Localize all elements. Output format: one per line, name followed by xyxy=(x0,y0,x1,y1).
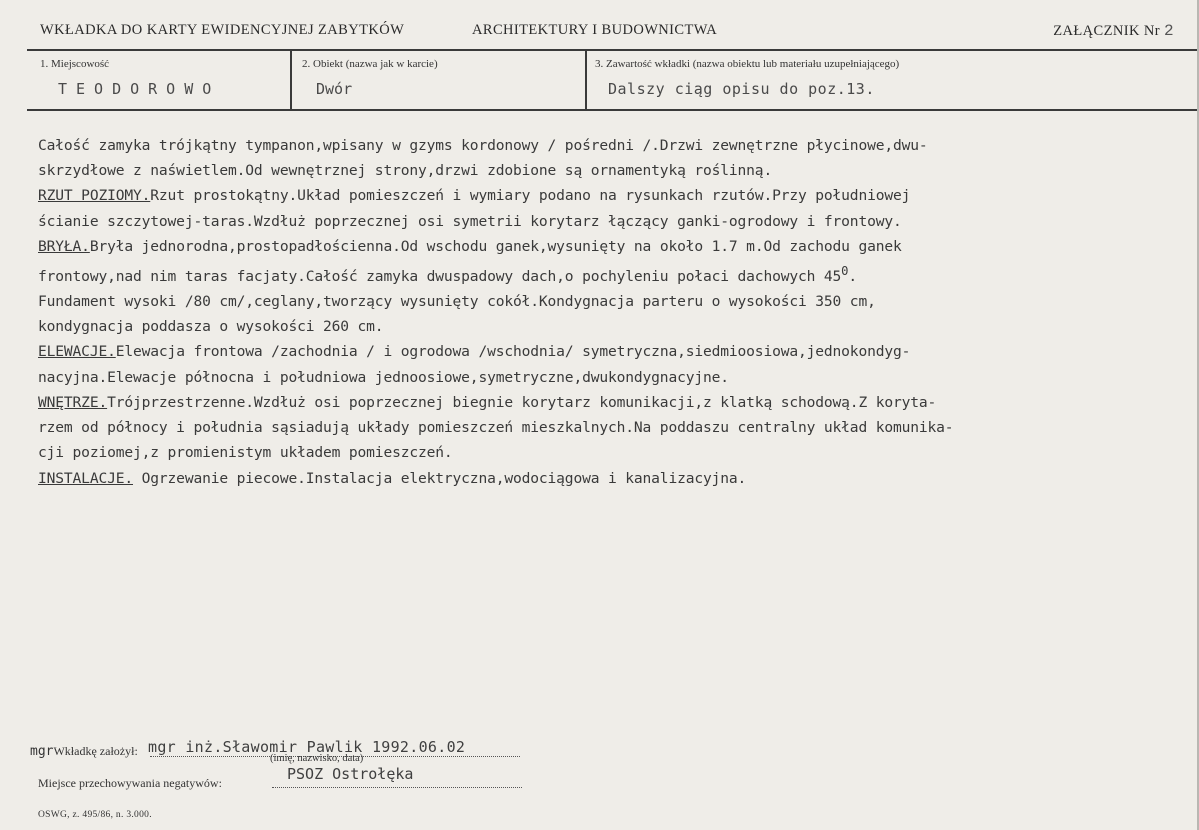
body-line: skrzydłowe z naświetlem.Od wewnętrznej strony,drzwi zdobione są ornamentyką roślinną. xyxy=(38,162,773,180)
body-line: INSTALACJE. Ogrzewanie piecowe.Instalacja elektryczna,wodociągowa i kanalizacyjna. xyxy=(38,469,747,487)
body-line: ELEWACJE.Elewacja frontowa /zachodnia / i ogrodowa /wschodnia/ symetryczna,siedmioosiowa,jednokondyg- xyxy=(38,343,911,361)
section-heading: BRYŁA. xyxy=(38,237,90,255)
body-line: kondygnacja poddasza o wysokości 260 cm. xyxy=(38,318,384,336)
body-line: nacyjna.Elewacje północna i południowa jednoosiowe,symetryczne,dwukondygnacyjne. xyxy=(38,368,729,386)
storage-value: PSOZ Ostrołęka xyxy=(287,765,414,783)
body-line: BRYŁA.Bryła jednorodna,prostopadłościenna.Od wschodu ganek,wysunięty na około 1.7 m.Od zachodu ganek xyxy=(38,237,902,255)
body-line: ścianie szczytowej-taras.Wzdłuż poprzecznej osi symetrii korytarz łączący ganki-ogrodowy i frontowy. xyxy=(38,212,902,230)
section-heading: RZUT POZIOMY. xyxy=(38,187,151,205)
body-line: frontowy,nad nim taras facjaty.Całość zamyka dwuspadowy dach,o pochyleniu połaci dachowych $45^0$. xyxy=(38,264,857,285)
print-info: OSWG, z. 495/86, n. 3.000. xyxy=(38,810,152,820)
author-value: mgr inż.Sławomir Pawlik 1992.06.02 xyxy=(148,738,466,756)
card-header xyxy=(40,22,1174,40)
section-heading: ELEWACJE. xyxy=(38,343,116,361)
header-title-mid: ARCHITEKTURY I BUDOWNICTWA xyxy=(472,22,718,38)
body-line: WNĘTRZE.Trójprzestrzenne.Wzdłuż osi poprzecznej biegnie korytarz komunikacji,z klatką schodową.Z koryta- xyxy=(38,393,937,411)
content-value: Dalszy ciąg opisu do poz.13. xyxy=(608,80,875,98)
description-body xyxy=(38,133,1138,491)
attachment-number: 2 xyxy=(1163,22,1174,40)
body-line: RZUT POZIOMY.Rzut prostokątny.Układ pomieszczeń i wymiary podano na rysunkach rzutów.Przy południowej xyxy=(38,187,911,205)
storage-label: Miejsce przechowywania negatywów: xyxy=(38,776,222,790)
body-line: Całość zamyka trójkątny tympanon,wpisany w gzyms kordonowy / pośredni /.Drzwi zewnętrzne płycinowe,dwu- xyxy=(38,137,928,154)
locality-label: 1. Miejscowość xyxy=(40,58,110,70)
content-label: 3. Zawartość wkładki (nazwa obiektu lub materiału uzupełniającego) xyxy=(595,58,900,70)
object-value: Dwór xyxy=(316,80,353,98)
author-label: mgrWkładkę założył: xyxy=(30,744,138,759)
storage-dotted-line xyxy=(272,787,522,788)
attachment-label: ZAŁĄCZNIK Nr 2 xyxy=(1053,22,1174,40)
fields-bottom-rule xyxy=(27,109,1198,111)
locality-value: TEODOROWO xyxy=(58,80,221,98)
object-label: 2. Obiekt (nazwa jak w karcie) xyxy=(302,58,438,70)
body-line: rzem od północy i południa sąsiadują układy pomieszczeń mieszkalnych.Na poddaszu centralny układ komunika- xyxy=(38,419,954,437)
field-divider xyxy=(290,49,292,110)
body-line: cji poziomej,z promienistym układem pomieszczeń. xyxy=(38,444,453,462)
section-heading: WNĘTRZE. xyxy=(38,393,108,411)
body-line: Fundament wysoki /80 cm/,ceglany,tworzący wysunięty cokół.Kondygnacja parteru o wysokości 350 cm, xyxy=(38,293,876,311)
section-heading: INSTALACJE. xyxy=(38,469,133,487)
fields-top-rule xyxy=(27,49,1198,51)
author-note: (imię, nazwisko, data) xyxy=(270,753,364,764)
header-title-left: WKŁADKA DO KARTY EWIDENCYJNEJ ZABYTKÓW xyxy=(40,22,405,38)
field-divider xyxy=(585,49,587,110)
